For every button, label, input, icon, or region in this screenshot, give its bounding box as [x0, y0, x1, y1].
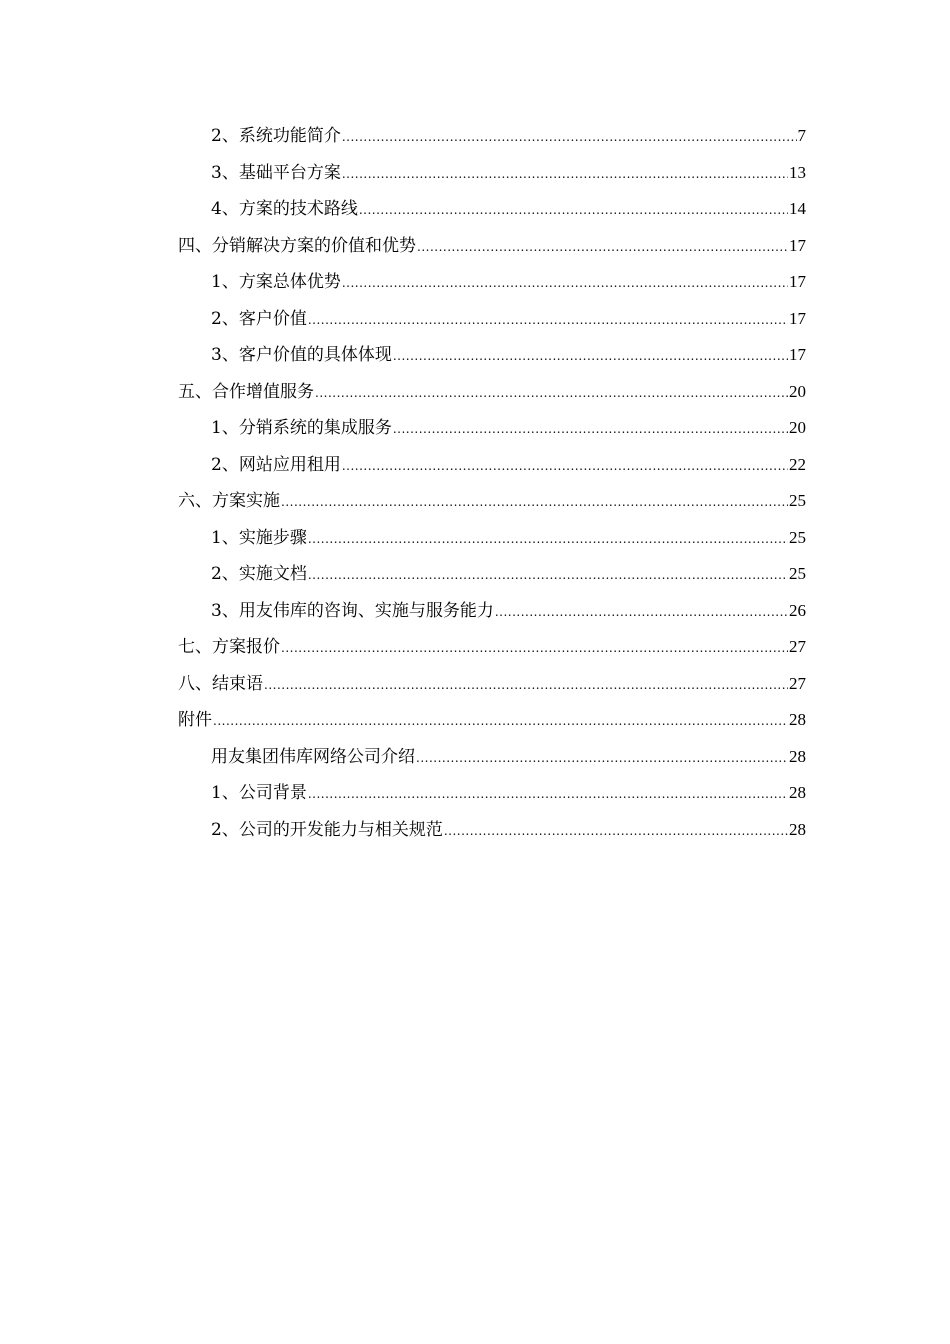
toc-dot-leader	[342, 448, 788, 485]
toc-page-number: 17	[789, 345, 806, 364]
toc-entry-title: 3、基础平台方案	[211, 162, 341, 183]
toc-entry[interactable]	[178, 410, 806, 447]
toc-page-number: 28	[789, 819, 806, 839]
toc-dot-leader	[417, 229, 788, 266]
toc-entry-title: 七、方案报价	[178, 637, 280, 657]
toc-entry[interactable]	[178, 447, 806, 484]
toc-entry[interactable]	[178, 228, 806, 265]
toc-page-number: 17	[789, 272, 806, 291]
toc-dot-leader	[342, 119, 797, 156]
toc-dot-leader	[308, 521, 788, 558]
toc-dot-leader	[308, 557, 788, 594]
toc-dot-leader	[213, 703, 788, 740]
toc-page-number: 28	[789, 710, 806, 729]
toc-entry[interactable]	[178, 191, 806, 228]
toc-page-number: 25	[789, 491, 806, 510]
toc-entry-title: 3、用友伟库的咨询、实施与服务能力	[211, 600, 494, 621]
toc-entry[interactable]	[178, 155, 806, 192]
toc-dot-leader	[281, 484, 788, 521]
toc-page-number: 20	[789, 418, 806, 437]
toc-dot-leader	[342, 265, 788, 302]
toc-entry[interactable]	[178, 775, 806, 812]
toc-page-number: 20	[789, 381, 806, 401]
toc-page-number: 14	[789, 199, 806, 218]
toc-dot-leader	[359, 192, 788, 229]
toc-entry-title: 六、方案实施	[178, 491, 280, 511]
toc-entry[interactable]	[178, 556, 806, 593]
toc-entry-title: 2、公司的开发能力与相关规范	[211, 819, 443, 840]
toc-entry[interactable]	[178, 118, 806, 155]
toc-dot-leader	[281, 630, 788, 667]
toc-entry[interactable]	[178, 337, 806, 374]
toc-entry-title: 四、分销解决方案的价值和优势	[178, 235, 416, 256]
toc-entry-title: 附件	[178, 710, 212, 730]
toc-page-number: 13	[789, 162, 806, 182]
toc-page-number: 7	[797, 126, 806, 145]
toc-page-number: 17	[789, 235, 806, 255]
toc-page-number: 28	[789, 783, 806, 802]
toc-dot-leader	[308, 302, 788, 339]
toc-page-number: 27	[789, 637, 806, 656]
toc-entry[interactable]	[178, 812, 806, 849]
toc-page-number: 17	[789, 308, 806, 328]
toc-entry-title: 1、方案总体优势	[211, 272, 341, 292]
toc-entry[interactable]	[178, 629, 806, 666]
toc-dot-leader	[495, 594, 788, 631]
toc-entry-title: 3、客户价值的具体体现	[211, 345, 392, 365]
toc-entry-title: 用友集团伟库网络公司介绍	[211, 746, 415, 767]
toc-entry[interactable]	[178, 702, 806, 739]
toc-entry-title: 4、方案的技术路线	[211, 199, 358, 219]
toc-page-number: 28	[789, 746, 806, 766]
toc-entry[interactable]	[178, 520, 806, 557]
toc-entry-title: 2、系统功能简介	[211, 126, 341, 146]
toc-entry[interactable]	[178, 666, 806, 703]
toc-dot-leader	[416, 740, 788, 777]
toc-entry-title: 2、网站应用租用	[211, 454, 341, 475]
toc-entry[interactable]	[178, 483, 806, 520]
toc-dot-leader	[308, 776, 788, 813]
toc-entry-title: 2、客户价值	[211, 308, 307, 329]
toc-entry-title: 五、合作增值服务	[178, 381, 314, 402]
toc-entry[interactable]	[178, 264, 806, 301]
toc-dot-leader	[342, 156, 788, 193]
toc-dot-leader	[393, 411, 788, 448]
toc-entry-title: 1、分销系统的集成服务	[211, 418, 392, 438]
toc-entry-title: 1、实施步骤	[211, 527, 307, 548]
toc-entry[interactable]	[178, 739, 806, 776]
toc-page-number: 27	[789, 673, 806, 693]
toc-page-number: 22	[789, 454, 806, 474]
toc-entry-title: 1、公司背景	[211, 783, 307, 803]
toc-dot-leader	[315, 375, 788, 412]
toc-dot-leader	[264, 667, 788, 704]
toc-dot-leader	[444, 813, 788, 850]
toc-entry-title: 八、结束语	[178, 673, 263, 694]
toc-page-number: 25	[789, 527, 806, 547]
toc-entry-title: 2、实施文档	[211, 564, 307, 584]
toc-entry[interactable]	[178, 593, 806, 630]
table-of-contents	[178, 118, 806, 848]
toc-dot-leader	[393, 338, 788, 375]
toc-entry[interactable]	[178, 374, 806, 411]
toc-page-number: 26	[789, 600, 806, 620]
toc-entry[interactable]	[178, 301, 806, 338]
toc-page-number: 25	[789, 564, 806, 583]
